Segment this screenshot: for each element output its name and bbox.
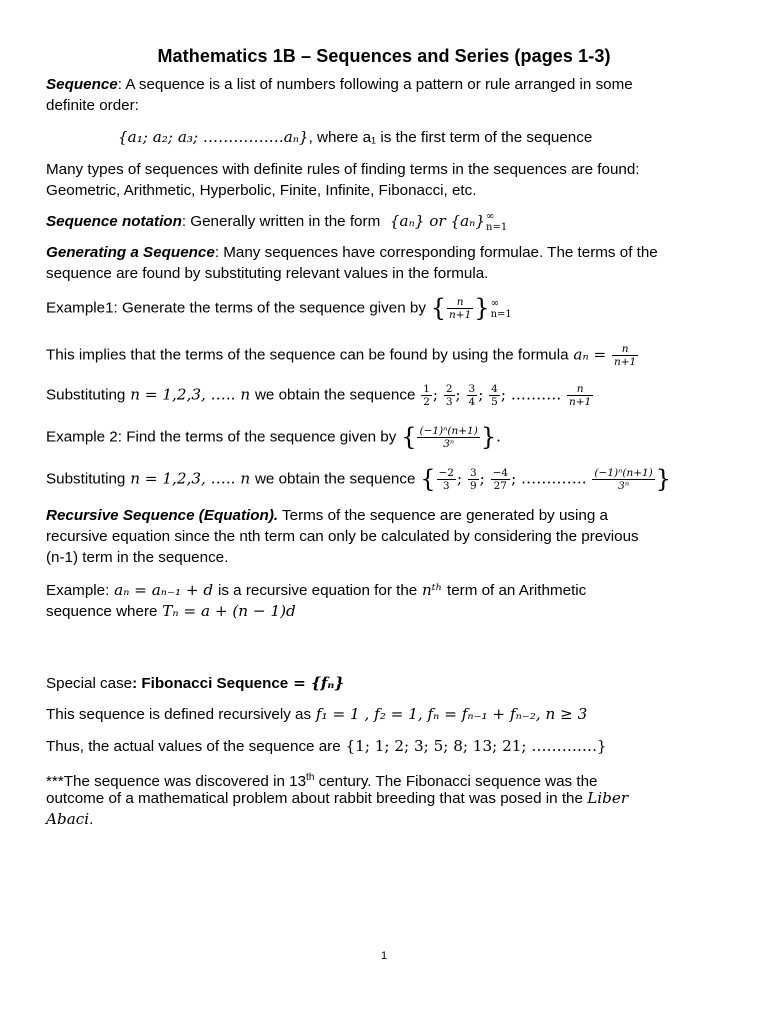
types-line2: Geometric, Arithmetic, Hyperbolic, Finite, Infinite, Fibonacci, etc. [46, 182, 477, 199]
notation-formula: {aₙ} or {aₙ} [389, 212, 486, 230]
example3-line2: sequence where Tₙ = a + (n − 1)d [46, 602, 296, 620]
subst1-frac-1: $\frac{2}{3}$ [445, 383, 453, 408]
substituting1-line: Substituting n = 1,2,3, ….. n we obtain the sequence $\frac{1}{2}$ ; $\frac{2}{3}$ ; $\frac{3}{4}$ ; $\frac{4}{5}$ ; ………. $\frac{n}{n+1}$ [46, 383, 592, 408]
recursive-line3: (n-1) term in the sequence. [46, 549, 229, 566]
generating-term: Generating a Sequence [46, 244, 215, 261]
fibonacci-values-line: Thus, the actual values of the sequence are {1; 1; 2; 3; 5; 8; 13; 21; ………….} [46, 737, 607, 755]
recursive-term: Recursive Sequence (Equation). [46, 507, 279, 524]
history-line2: outcome of a mathematical problem about rabbit breeding that was posed in the Liber [46, 789, 629, 807]
history-line1: ***The sequence was discovered in 13th century. The Fibonacci sequence was the [46, 772, 598, 791]
example2-line: Example 2: Find the terms of the sequence given by { $\frac{\text{(−1)ⁿ(n+1)}}{\text{3ⁿ}}$ }. [46, 423, 501, 451]
example3-line1: Example: aₙ = aₙ₋₁ + d is a recursive equation for the nᵗʰ term of an Arithmetic [46, 581, 587, 599]
sequence-definition-line1: Sequence: A sequence is a list of numbers following a pattern or rule arranged in some [46, 76, 633, 93]
page-title: Mathematics 1B – Sequences and Series (pages 1-3) [157, 46, 611, 66]
recursive-line1: Recursive Sequence (Equation). Terms of the sequence are generated by using a [46, 507, 608, 524]
subst1-frac-3: $\frac{4}{5}$ [491, 383, 498, 408]
sequence-definition-line2: definite order: [46, 97, 139, 114]
sequence-formula: {a₁; a₂; a₃; …………….aₙ} [118, 128, 309, 146]
example1-line: Example1: Generate the terms of the sequence given by { $\frac{n}{n+1}$ } ∞ n=1 [46, 294, 512, 322]
history-line3: Abaci. [46, 810, 94, 828]
subst2-frac-0: $\frac{-2}{3}$ [438, 467, 454, 492]
notation-term: Sequence notation [46, 213, 182, 230]
subst2-frac-last: $\frac{\text{(−1)ⁿ(n+1)}}{\text{3ⁿ}}$ [594, 467, 653, 492]
generating-line2: sequence are found by substituting relevant values in the formula. [46, 265, 489, 282]
recursive-line2: recursive equation since the nth term can only be calculated by considering the previous [46, 528, 639, 545]
special-case-line: Special case: Fibonacci Sequence = {fₙ} [46, 674, 345, 692]
example1-fraction: $\frac{n}{n+1}$ [449, 296, 472, 321]
subst1-frac-last: $\frac{n}{n+1}$ [569, 383, 592, 408]
subst1-frac-2: $\frac{3}{4}$ [468, 383, 476, 408]
substituting2-line: Substituting n = 1,2,3, ….. n we obtain the sequence { $\frac{-2}{3}$ ; $\frac{3}{9}$ ; $\frac{-4}{27}$ ; …………. $\frac{\text{(−1)ⁿ(n+1)}}{\text{3ⁿ}}$ } [46, 465, 672, 493]
fibonacci-definition-line: This sequence is defined recursively as f₁ = 1 , f₂ = 1, fₙ = fₙ₋₁ + fₙ₋₂, n ≥ 3 [46, 705, 588, 723]
implies-line: This implies that the terms of the sequence can be found by using the formula aₙ = $\frac{n}{n+1}$ [46, 343, 637, 368]
example2-fraction: $\frac{\text{(−1)ⁿ(n+1)}}{\text{3ⁿ}}$ [419, 425, 478, 450]
notation-line: Sequence notation: Generally written in the form {aₙ} or {aₙ} ∞ n=1 [46, 211, 508, 233]
sequence-term: Sequence [46, 76, 118, 93]
types-line1: Many types of sequences with definite rules of finding terms in the sequences are found: [46, 161, 640, 178]
subst1-frac-0: $\frac{1}{2}$ [423, 383, 430, 408]
page-number: 1 [380, 950, 388, 962]
subst2-frac-2: $\frac{-4}{27}$ [492, 467, 509, 492]
generating-line1: Generating a Sequence: Many sequences have corresponding formulae. The terms of the [46, 244, 658, 261]
implies-fraction: $\frac{n}{n+1}$ [614, 343, 637, 368]
sequence-formula-line: {a₁; a₂; a₃; …………….aₙ}, where a₁ is the first term of the sequence [118, 128, 593, 146]
subst2-frac-1: $\frac{3}{9}$ [469, 467, 477, 492]
